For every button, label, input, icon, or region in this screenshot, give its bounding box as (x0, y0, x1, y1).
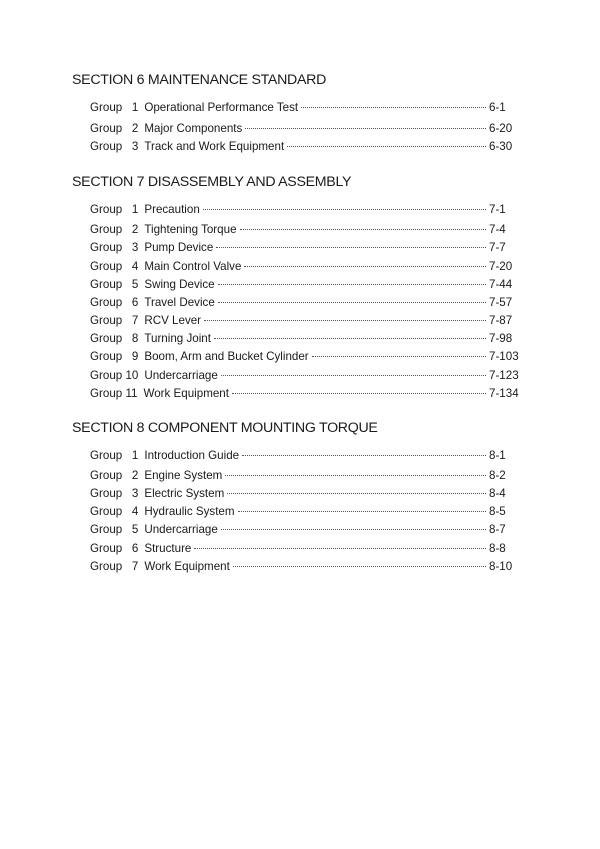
dot-leader (194, 548, 486, 549)
toc-entry[interactable] (90, 296, 529, 310)
entry-title: Major Components (144, 122, 243, 135)
page-number: 7-20 (489, 260, 513, 273)
page-number: 7-98 (489, 332, 513, 345)
page-number: 8-7 (489, 523, 506, 536)
page-number: 6-20 (489, 122, 513, 135)
dot-leader (245, 128, 486, 129)
page-number: 7-7 (489, 241, 506, 254)
dot-leader (244, 266, 486, 267)
entry-title: Main Control Valve (144, 260, 242, 273)
toc-entry[interactable] (90, 278, 529, 292)
dot-leader (218, 284, 486, 285)
group-number: Group 2 (90, 223, 139, 236)
entry-title: Work Equipment (143, 387, 229, 400)
page-number: 8-2 (489, 469, 506, 482)
toc-entry[interactable] (90, 449, 529, 463)
dot-leader (221, 529, 486, 530)
group-number: Group 3 (90, 487, 139, 500)
entry-title: Structure (144, 542, 192, 555)
dot-leader (287, 146, 486, 147)
section-title: SECTION 8 COMPONENT MOUNTING TORQUE (72, 420, 378, 436)
page-number: 6-1 (489, 101, 506, 114)
toc-entry[interactable] (90, 350, 529, 364)
group-number: Group 3 (90, 241, 139, 254)
dot-leader (218, 302, 486, 303)
toc-entry[interactable] (90, 560, 529, 574)
toc-entry[interactable] (90, 542, 529, 556)
dot-leader (301, 107, 486, 108)
entry-title: RCV Lever (144, 314, 202, 327)
group-number: Group 6 (90, 296, 139, 309)
page-number: 7-123 (489, 369, 519, 382)
dot-leader (203, 209, 486, 210)
page-number: 7-103 (489, 350, 519, 363)
entry-title: Swing Device (144, 278, 215, 291)
toc-entry[interactable] (90, 332, 529, 346)
group-number: Group 7 (90, 560, 139, 573)
group-number: Group 2 (90, 122, 139, 135)
toc-entry[interactable] (90, 223, 529, 237)
dot-leader (233, 566, 486, 567)
group-number: Group 5 (90, 523, 139, 536)
group-number: Group 1 (90, 101, 139, 114)
toc-entry[interactable] (90, 203, 529, 217)
toc-entry[interactable] (90, 505, 529, 519)
page-number: 8-10 (489, 560, 513, 573)
entry-title: Hydraulic System (144, 505, 235, 518)
toc-entry[interactable] (90, 140, 529, 154)
group-number: Group 1 (90, 203, 139, 216)
entry-title: Boom, Arm and Bucket Cylinder (144, 350, 309, 363)
dot-leader (225, 475, 486, 476)
toc-entry[interactable] (90, 469, 529, 483)
toc-entry[interactable] (90, 260, 529, 274)
entry-title: Operational Performance Test (144, 101, 299, 114)
entry-title: Undercarriage (144, 369, 218, 382)
section-title: SECTION 7 DISASSEMBLY AND ASSEMBLY (72, 174, 352, 190)
dot-leader (312, 356, 486, 357)
group-number: Group 4 (90, 260, 139, 273)
entry-title: Electric System (144, 487, 225, 500)
entry-title: Turning Joint (144, 332, 211, 345)
dot-leader (214, 338, 486, 339)
group-number: Group 8 (90, 332, 139, 345)
toc-section-7 (72, 174, 532, 400)
entry-title: Track and Work Equipment (144, 140, 285, 153)
group-number: Group 7 (90, 314, 139, 327)
group-number: Group 3 (90, 140, 139, 153)
entry-title: Pump Device (144, 241, 214, 254)
toc-entry[interactable] (90, 487, 529, 501)
toc-entry[interactable] (90, 241, 529, 255)
group-number: Group 11 (90, 387, 138, 400)
group-number: Group 4 (90, 505, 139, 518)
entry-title: Introduction Guide (144, 449, 240, 462)
group-number: Group 1 (90, 449, 139, 462)
toc-entry[interactable] (90, 314, 529, 328)
dot-leader (204, 320, 486, 321)
page-number: 7-1 (489, 203, 506, 216)
page-number: 7-57 (489, 296, 513, 309)
dot-leader (216, 247, 486, 248)
dot-leader (221, 375, 486, 376)
toc-entry[interactable] (90, 523, 529, 537)
page-number: 8-1 (489, 449, 506, 462)
group-number: Group 10 (90, 369, 139, 382)
dot-leader (238, 511, 486, 512)
toc-entry[interactable] (90, 369, 529, 383)
page-number: 7-4 (489, 223, 506, 236)
toc-section-6 (72, 72, 532, 153)
dot-leader (242, 455, 486, 456)
entry-title: Tightening Torque (144, 223, 237, 236)
entry-title: Engine System (144, 469, 223, 482)
page-number: 7-44 (489, 278, 513, 291)
group-number: Group 5 (90, 278, 139, 291)
entry-title: Precaution (144, 203, 200, 216)
page-number: 8-4 (489, 487, 506, 500)
toc-entry[interactable] (90, 101, 529, 115)
group-number: Group 2 (90, 469, 139, 482)
group-number: Group 9 (90, 350, 139, 363)
dot-leader (227, 493, 486, 494)
page-number: 8-5 (489, 505, 506, 518)
dot-leader (240, 229, 486, 230)
toc-section-8 (72, 420, 532, 573)
page-number: 7-134 (489, 387, 519, 400)
dot-leader (232, 393, 486, 394)
entry-title: Work Equipment (144, 560, 230, 573)
page-number: 8-8 (489, 542, 506, 555)
entry-title: Travel Device (144, 296, 215, 309)
section-title: SECTION 6 MAINTENANCE STANDARD (72, 72, 327, 88)
page-number: 6-30 (489, 140, 513, 153)
entry-title: Undercarriage (144, 523, 218, 536)
toc-entry[interactable] (90, 387, 529, 401)
toc-entry[interactable] (90, 122, 529, 136)
group-number: Group 6 (90, 542, 139, 555)
page-number: 7-87 (489, 314, 513, 327)
